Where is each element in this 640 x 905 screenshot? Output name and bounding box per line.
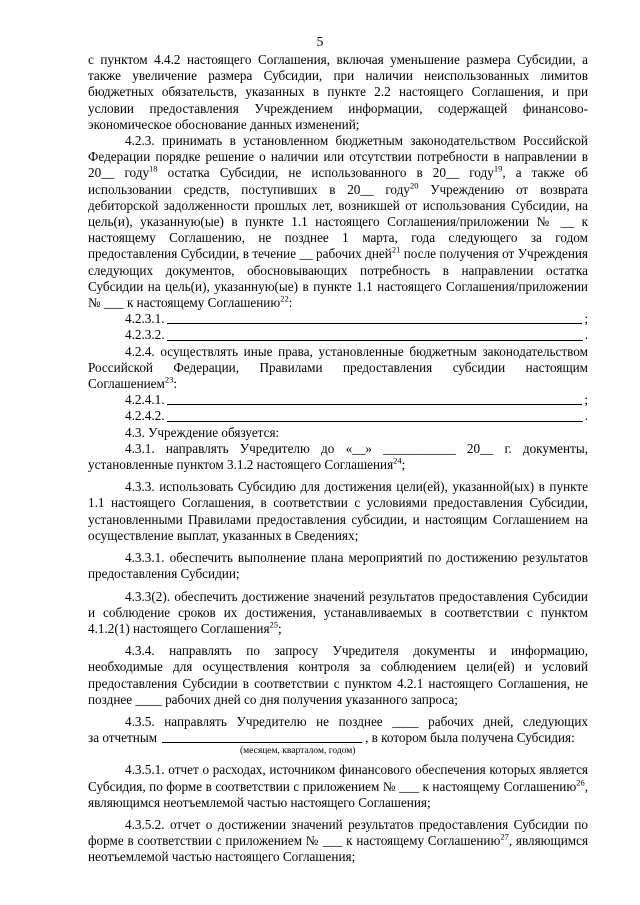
item-number: 4.2.4.1. [125,392,165,408]
text-run: ; [278,620,282,636]
blank-fill-line [167,410,583,422]
paragraph-4-2-2-continuation: с пунктом 4.4.2 настоящего Соглашения, включая уменьшение размера Субсидии, а также увеличение размера Субсидии, при наличии неиспользованных лимитов бюджетных обязательств, указанных в пункте 2.2 настоящего Соглашения, и при условии предоставления Учреждением информации, содержащей финансово-экономическое обоснование данных изменений; [88,52,588,132]
item-end: ; [584,392,588,408]
paragraph-4-3-3-1: 4.3.3.1. обеспечить выполнение плана мероприятий по достижению результатов предоставления Субсидии; [88,550,588,582]
paragraph-4-2-4 [88,344,588,393]
text-run: 4.2.3. принимать в установленном бюджетным законодательством Российской Федерации порядке решение о наличии или отсутствии потребности в направлении в 20__ году [88,133,588,181]
footnote-ref[interactable]: 24 [393,455,402,466]
item-4-2-3-2 [88,327,588,343]
text-run: , в котором была получена Субсидия: [365,730,575,746]
item-end: ; [584,311,588,327]
footnote-ref[interactable]: 27 [500,831,509,842]
paragraph-4-3: 4.3. Учреждение обязуется: [125,424,280,440]
footnote-ref[interactable]: 26 [576,777,585,788]
text-run: 4.2.4. осуществлять иные права, установленные бюджетным законодательством Российской Федерации, Правилами предоставления субсидии настоящим Соглашением [88,343,588,392]
text-run: за отчетным [88,730,158,746]
item-number: 4.2.3.1. [125,311,165,327]
item-number: 4.2.3.2. [125,327,165,343]
text-run: ; [401,457,406,473]
paragraph-4-3-3: 4.3.3. использовать Субсидию для достижения цели(ей), указанной(ых) в пункте 1.1 настоящего Соглашения, в соответствии с условиями предоставления Субсидии, установленными Правилами предоставления субсидии, и настоящим Соглашением на осуществление выплат, указанных в Сведениях; [88,479,588,543]
item-number: 4.2.4.2. [125,408,165,424]
footnote-ref[interactable]: 20 [409,180,419,191]
paragraph-4-3-3-2 [88,589,588,638]
text-run: , являющимся неотъемлемой частью настоящего Соглашения; [88,778,588,810]
footnote-ref[interactable]: 22 [280,293,289,304]
document-body [88,52,588,866]
blank-fill-line [167,329,583,341]
text-run: 4.3.3(2). обеспечить достижение значений результатов предоставления Субсидии и соблюдение сроков их достижения, устанавливаемых в соответствии с пунктом 4.1.2(1) настоящего Соглашения [88,588,588,636]
text-run: остатка Субсидии, не использованного в 20__ году [157,165,494,181]
text-run: , а также об использовании средств, поступивших в 20__ году [88,165,588,197]
item-4-2-4-1 [88,392,588,408]
text-run: после получения от Учреждения следующих документов, обосновывающих потребность в направлении остатка Субсидии на цель(и), указанную(ые) в пункте 1.1 настоящего Соглашения/приложении № ___ к настоящему Соглашению [88,246,588,311]
item-4-2-4-2 [88,408,588,424]
text-run: : [288,295,293,311]
text-run: , являющимся неотъемлемой частью настоящего Соглашения; [88,833,589,865]
paragraph-4-3-5-2 [88,817,588,866]
footnote-ref[interactable]: 25 [269,619,279,630]
footnote-ref[interactable]: 23 [164,374,174,385]
footnote-ref[interactable]: 21 [391,245,401,256]
item-end: . [584,408,588,424]
blank-fill-line [167,312,583,324]
footnote-ref[interactable]: 19 [493,164,503,175]
paragraph-4-3-5-1 [88,762,588,811]
paragraph-4-3-4: 4.3.4. направлять по запросу Учредителя документы и информацию, необходимые для осуществления контроля за соблюдением цели(ей) и условий предоставления Субсидии в соответствии с пунктом 4.2.1 настоящего Соглашения, не позднее ____ рабочих дней со дня получения указанного запроса; [88,643,588,707]
page-number: 5 [316,34,324,49]
text-run: 4.3.5.2. отчет о достижении значений результатов предоставления Субсидии по форме в соответствии с приложением № ___ к настоящему Соглашению [88,816,588,849]
item-4-2-3-1 [88,311,588,327]
footnote-ref[interactable]: 18 [149,164,158,175]
item-end: . [584,327,588,343]
paragraph-4-3-1 [88,441,588,473]
blank-fill-line [167,393,583,405]
text-run: 4.3.1. направлять Учредителю до «__» ___________ 20__ г. документы, установленные пунктом 3.1.2 настоящего Соглашения [88,440,588,473]
period-blank-line [162,731,362,743]
text-run: 4.3.5.1. отчет о расходах, источником финансового обеспечения которых является Субсидия, по форме в соответствии с приложением № ___ к настоящему Соглашению [88,762,588,794]
text-run: : [173,376,178,392]
period-blank-caption: (месяцем, кварталом, годом) [240,746,356,757]
paragraph-4-3-5-period-line [88,730,588,746]
text-run: Учреждению от возврата дебиторской задолженности прошлых лет, возникшей от использования Субсидии, на цель(и), указанную(ые) в пункте 1.1 настоящего Соглашения/приложении № __ к настоящему Соглашению, не позднее 1 марта, года следующего за годом предоставления Субсидии, в течение __ рабочих дней [88,181,589,262]
paragraph-4-2-3 [88,133,588,311]
paragraph-4-3-5-line: 4.3.5. направлять Учредителю не позднее ____ рабочих дней, следующих [125,713,588,729]
